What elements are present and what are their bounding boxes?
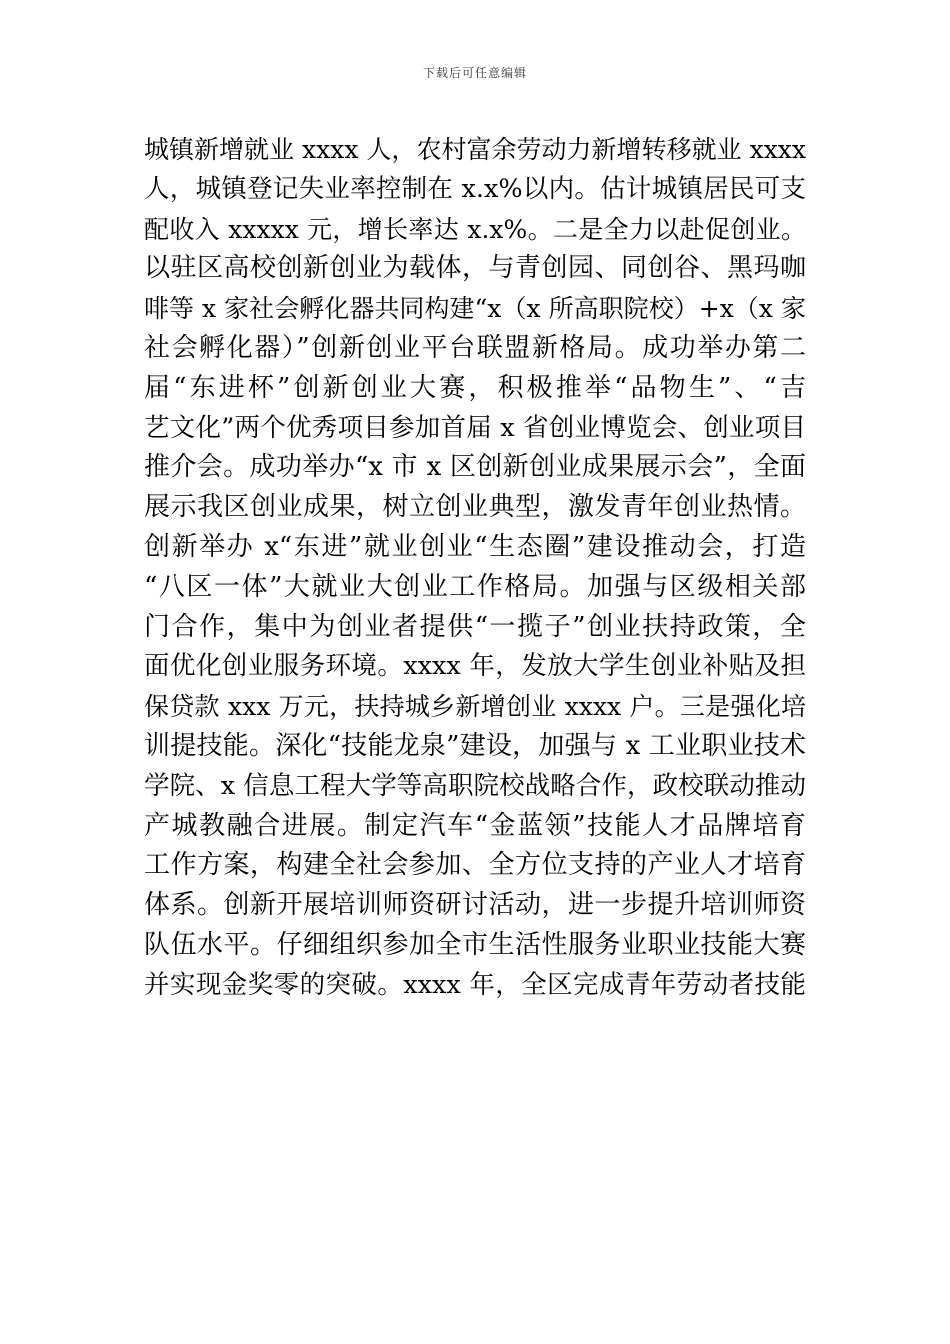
text-line: 配收入 xxxxx 元，增长率达 x.x%。二是全力以赴促创业。 — [144, 214, 806, 244]
text-line: 人，城镇登记失业率控制在 x.x%以内。估计城镇居民可支 — [144, 173, 806, 204]
text-line: 以驻区高校创新创业为载体，与青创园、同创谷、黑玛咖 — [144, 253, 806, 284]
text-line: 门合作，集中为创业者提供“一揽子”创业扶持政策，全 — [144, 611, 806, 642]
text-line: 保贷款 xxx 万元，扶持城乡新增创业 xxxx 户。三是强化培 — [144, 692, 806, 722]
text-line: 展示我区创业成果，树立创业典型，激发青年创业热情。 — [144, 492, 806, 523]
text-line: 训提技能。深化“技能龙泉”建设，加强与 x 工业职业技术 — [144, 730, 806, 761]
text-line: 产城教融合进展。制定汽车“金蓝领”技能人才品牌培育 — [144, 810, 806, 841]
text-line: 艺文化”两个优秀项目参加首届 x 省创业博览会、创业项目 — [144, 412, 806, 443]
text-line: 届“东进杯”创新创业大赛，积极推举“品物生”、“吉 — [144, 372, 806, 403]
text-line: 社会孵化器）”创新创业平台联盟新格局。成功举办第二 — [144, 332, 806, 363]
body-paragraph — [144, 130, 806, 1006]
text-line: 工作方案，构建全社会参加、全方位支持的产业人才培育 — [144, 850, 806, 881]
text-line: 啡等 x 家社会孵化器共同构建“x（x 所高职院校）+x（x 家 — [144, 294, 806, 324]
text-line: 城镇新增就业 xxxx 人，农村富余劳动力新增转移就业 xxxx — [144, 135, 806, 164]
text-line: 体系。创新开展培训师资研讨活动，进一步提升培训师资 — [144, 890, 806, 921]
page-header: 下载后可任意编辑 — [422, 66, 527, 80]
text-line: 面优化创业服务环境。xxxx 年，发放大学生创业补贴及担 — [144, 651, 806, 682]
text-line: 创新举办 x“东进”就业创业“生态圈”建设推动会，打造 — [144, 531, 806, 562]
text-line: 推介会。成功举办“x 市 x 区创新创业成果展示会”，全面 — [144, 452, 806, 483]
text-line: 队伍水平。仔细组织参加全市生活性服务业职业技能大赛 — [144, 929, 806, 960]
text-line: “八区一体”大就业大创业工作格局。加强与区级相关部 — [144, 571, 806, 602]
text-line: 并实现金奖零的突破。xxxx 年，全区完成青年劳动者技能 — [144, 969, 806, 1000]
text-line: 学院、x 信息工程大学等高职院校战略合作，政校联动推动 — [144, 770, 806, 801]
